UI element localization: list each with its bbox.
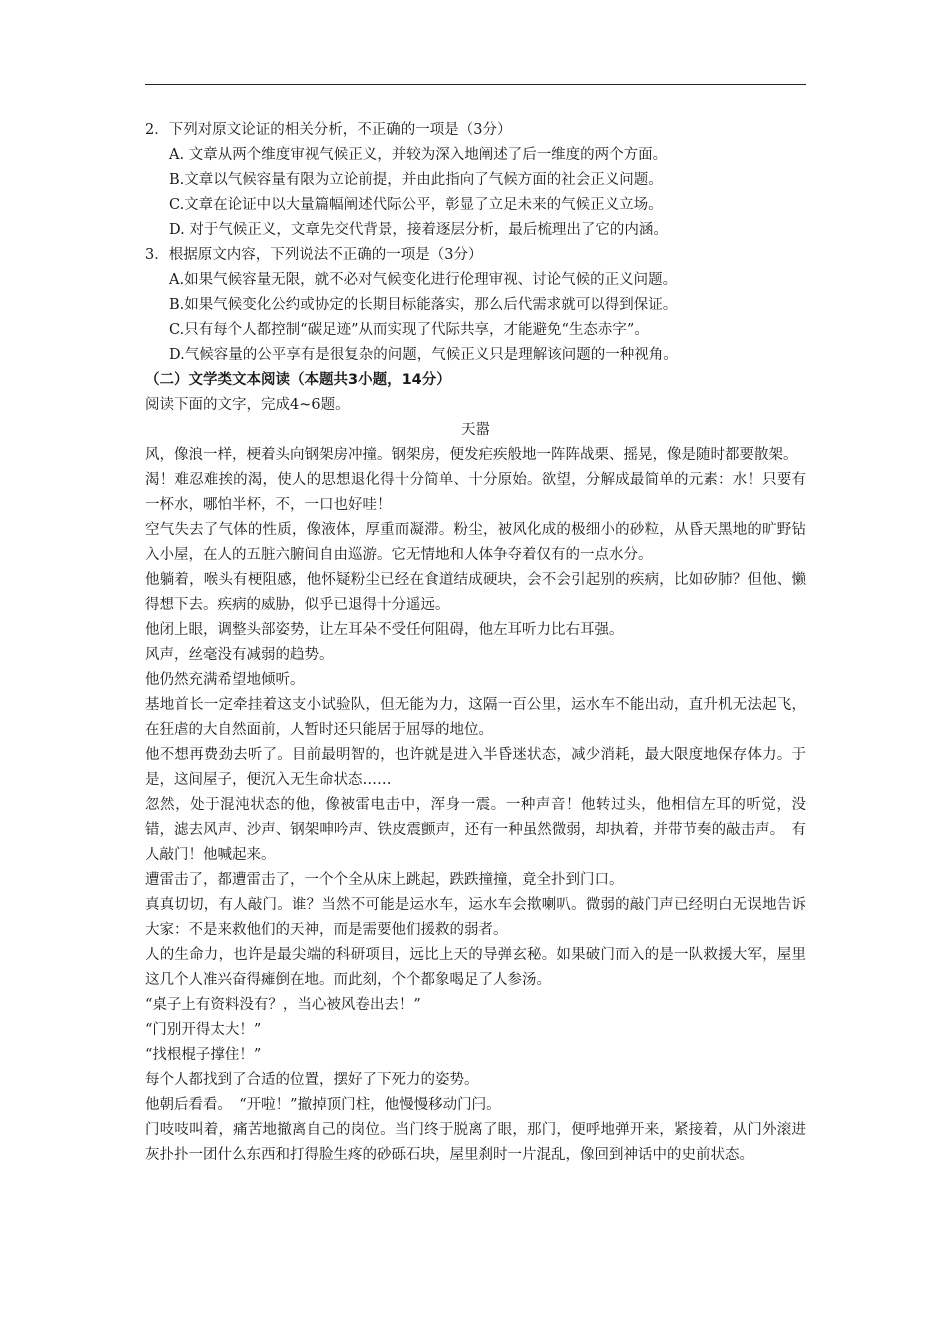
story-paragraph: 遭雷击了，都遭雷击了，一个个全从床上跳起，跌跌撞撞，竟全扑到门口。 xyxy=(145,872,624,888)
story-paragraph: 基地首长一定牵挂着这支小试验队，但无能为力，这隔一百公里，运水车不能出动，直升机无法起飞，在狂虐的大自然面前，人暂时还只能居于屈辱的地位。 xyxy=(145,697,806,738)
story-paragraph: 每个人都找到了合适的位置，摆好了下死力的姿势。 xyxy=(145,1072,479,1088)
section-heading: （二）文学类文本阅读（本题共3小题，14分） xyxy=(145,372,451,388)
question-2-option-d: D. 对于气候正义，文章先交代背景，接着逐层分析，最后梳理出了它的内涵。 xyxy=(169,222,668,238)
question-2-option-c: C.文章在论证中以大量篇幅阐述代际公平，彰显了立足未来的气候正义立场。 xyxy=(169,197,663,213)
story-paragraph: 风声，丝毫没有减弱的趋势。 xyxy=(145,647,334,663)
question-3-option-d: D.气候容量的公平享有是很复杂的问题，气候正义只是理解该问题的一种视角。 xyxy=(169,347,678,363)
story-paragraph: “桌子上有资料没有？，当心被风卷出去！” xyxy=(145,997,421,1013)
header-rule xyxy=(145,84,806,85)
story-paragraph: “门别开得太大！” xyxy=(145,1022,262,1038)
story-paragraph: 他朝后看看。 “开啦！”撤掉顶门柱，他慢慢移动门闩。 xyxy=(145,1097,501,1113)
story-paragraph: 他闭上眼，调整头部姿势，让左耳朵不受任何阻碍，他左耳听力比右耳强。 xyxy=(145,622,624,638)
question-3-option-c: C.只有每个人都控制“碳足迹”从而实现了代际共享，才能避免“生态赤字”。 xyxy=(169,322,649,338)
reading-instruction: 阅读下面的文字，完成4~6题。 xyxy=(145,397,350,413)
story-title: 天嚣 xyxy=(461,422,490,438)
document-page xyxy=(145,118,806,1168)
story-paragraph: 他不想再费劲去听了。目前最明智的，也许就是进入半昏迷状态，减少消耗，最大限度地保存体力。于是，这间屋子，便沉入无生命状态…… xyxy=(145,747,806,788)
story-paragraph: 他仍然充满希望地倾听。 xyxy=(145,672,305,688)
question-3-option-b: B.如果气候变化公约或协定的长期目标能落实，那么后代需求就可以得到保证。 xyxy=(169,297,678,313)
question-2-stem: 2．下列对原文论证的相关分析，不正确的一项是（3分） xyxy=(145,122,512,138)
question-2-option-a: A. 文章从两个维度审视气候正义，并较为深入地阐述了后一维度的两个方面。 xyxy=(169,147,668,163)
story-paragraph: 人的生命力，也许是最尖端的科研项目，远比上天的导弹玄秘。如果破门而入的是一队救援大军，屋里这几个人准兴奋得瘫倒在地。而此刻，个个都象喝足了人参汤。 xyxy=(145,947,806,988)
story-paragraph: 他躺着，喉头有梗阻感，他怀疑粉尘已经在食道结成硬块，会不会引起别的疾病，比如矽肺？但他、懒得想下去。疾病的威胁，似乎已退得十分遥远。 xyxy=(145,572,806,613)
story-paragraph: “找根棍子撑住！” xyxy=(145,1047,262,1063)
story-paragraph: 真真切切，有人敲门。谁？当然不可能是运水车，运水车会揿喇叭。微弱的敲门声已经明白无误地告诉大家：不是来救他们的天神，而是需要他们援救的弱者。 xyxy=(145,897,806,938)
question-3-stem: 3．根据原文内容，下列说法不正确的一项是（3分） xyxy=(145,247,483,263)
story-paragraph: 渴！难忍难挨的渴，使人的思想退化得十分简单、十分原始。欲望，分解成最简单的元素：水！只要有一杯水，哪怕半杯，不，一口也好哇！ xyxy=(145,472,806,513)
story-paragraph: 门吱吱叫着，痛苦地撤离自己的岗位。当门终于脱离了眼，那门，便呼地弹开来，紧接着，从门外滚进灰扑扑一团什么东西和打得脸生疼的砂砾石块，屋里刹时一片混乱，像回到神话中的史前状态。 xyxy=(145,1122,806,1163)
story-paragraph: 风，像浪一样，梗着头向钢架房冲撞。钢架房，便发疟疾般地一阵阵战栗、摇晃，像是随时都要散架。 xyxy=(145,447,798,463)
question-2-option-b: B.文章以气候容量有限为立论前提，并由此指向了气候方面的社会正义问题。 xyxy=(169,172,663,188)
question-3-option-a: A.如果气候容量无限，就不必对气候变化进行伦理审视、讨论气候的正义问题。 xyxy=(169,272,678,288)
story-paragraph: 忽然，处于混沌状态的他，像被雷电击中，浑身一震。一种声音！他转过头，他相信左耳的听觉，没错，滤去风声、沙声、钢架呻吟声、铁皮震颤声，还有一种虽然微弱，却执着，并带节奏的敲击声。 有人敲门！他喊起来。 xyxy=(145,797,806,863)
story-paragraph: 空气失去了气体的性质，像液体，厚重而凝滞。粉尘，被风化成的极细小的砂粒，从昏天黑地的旷野钻入小屋，在人的五脏六腑间自由巡游。它无情地和人体争夺着仅有的一点水分。 xyxy=(145,522,806,563)
